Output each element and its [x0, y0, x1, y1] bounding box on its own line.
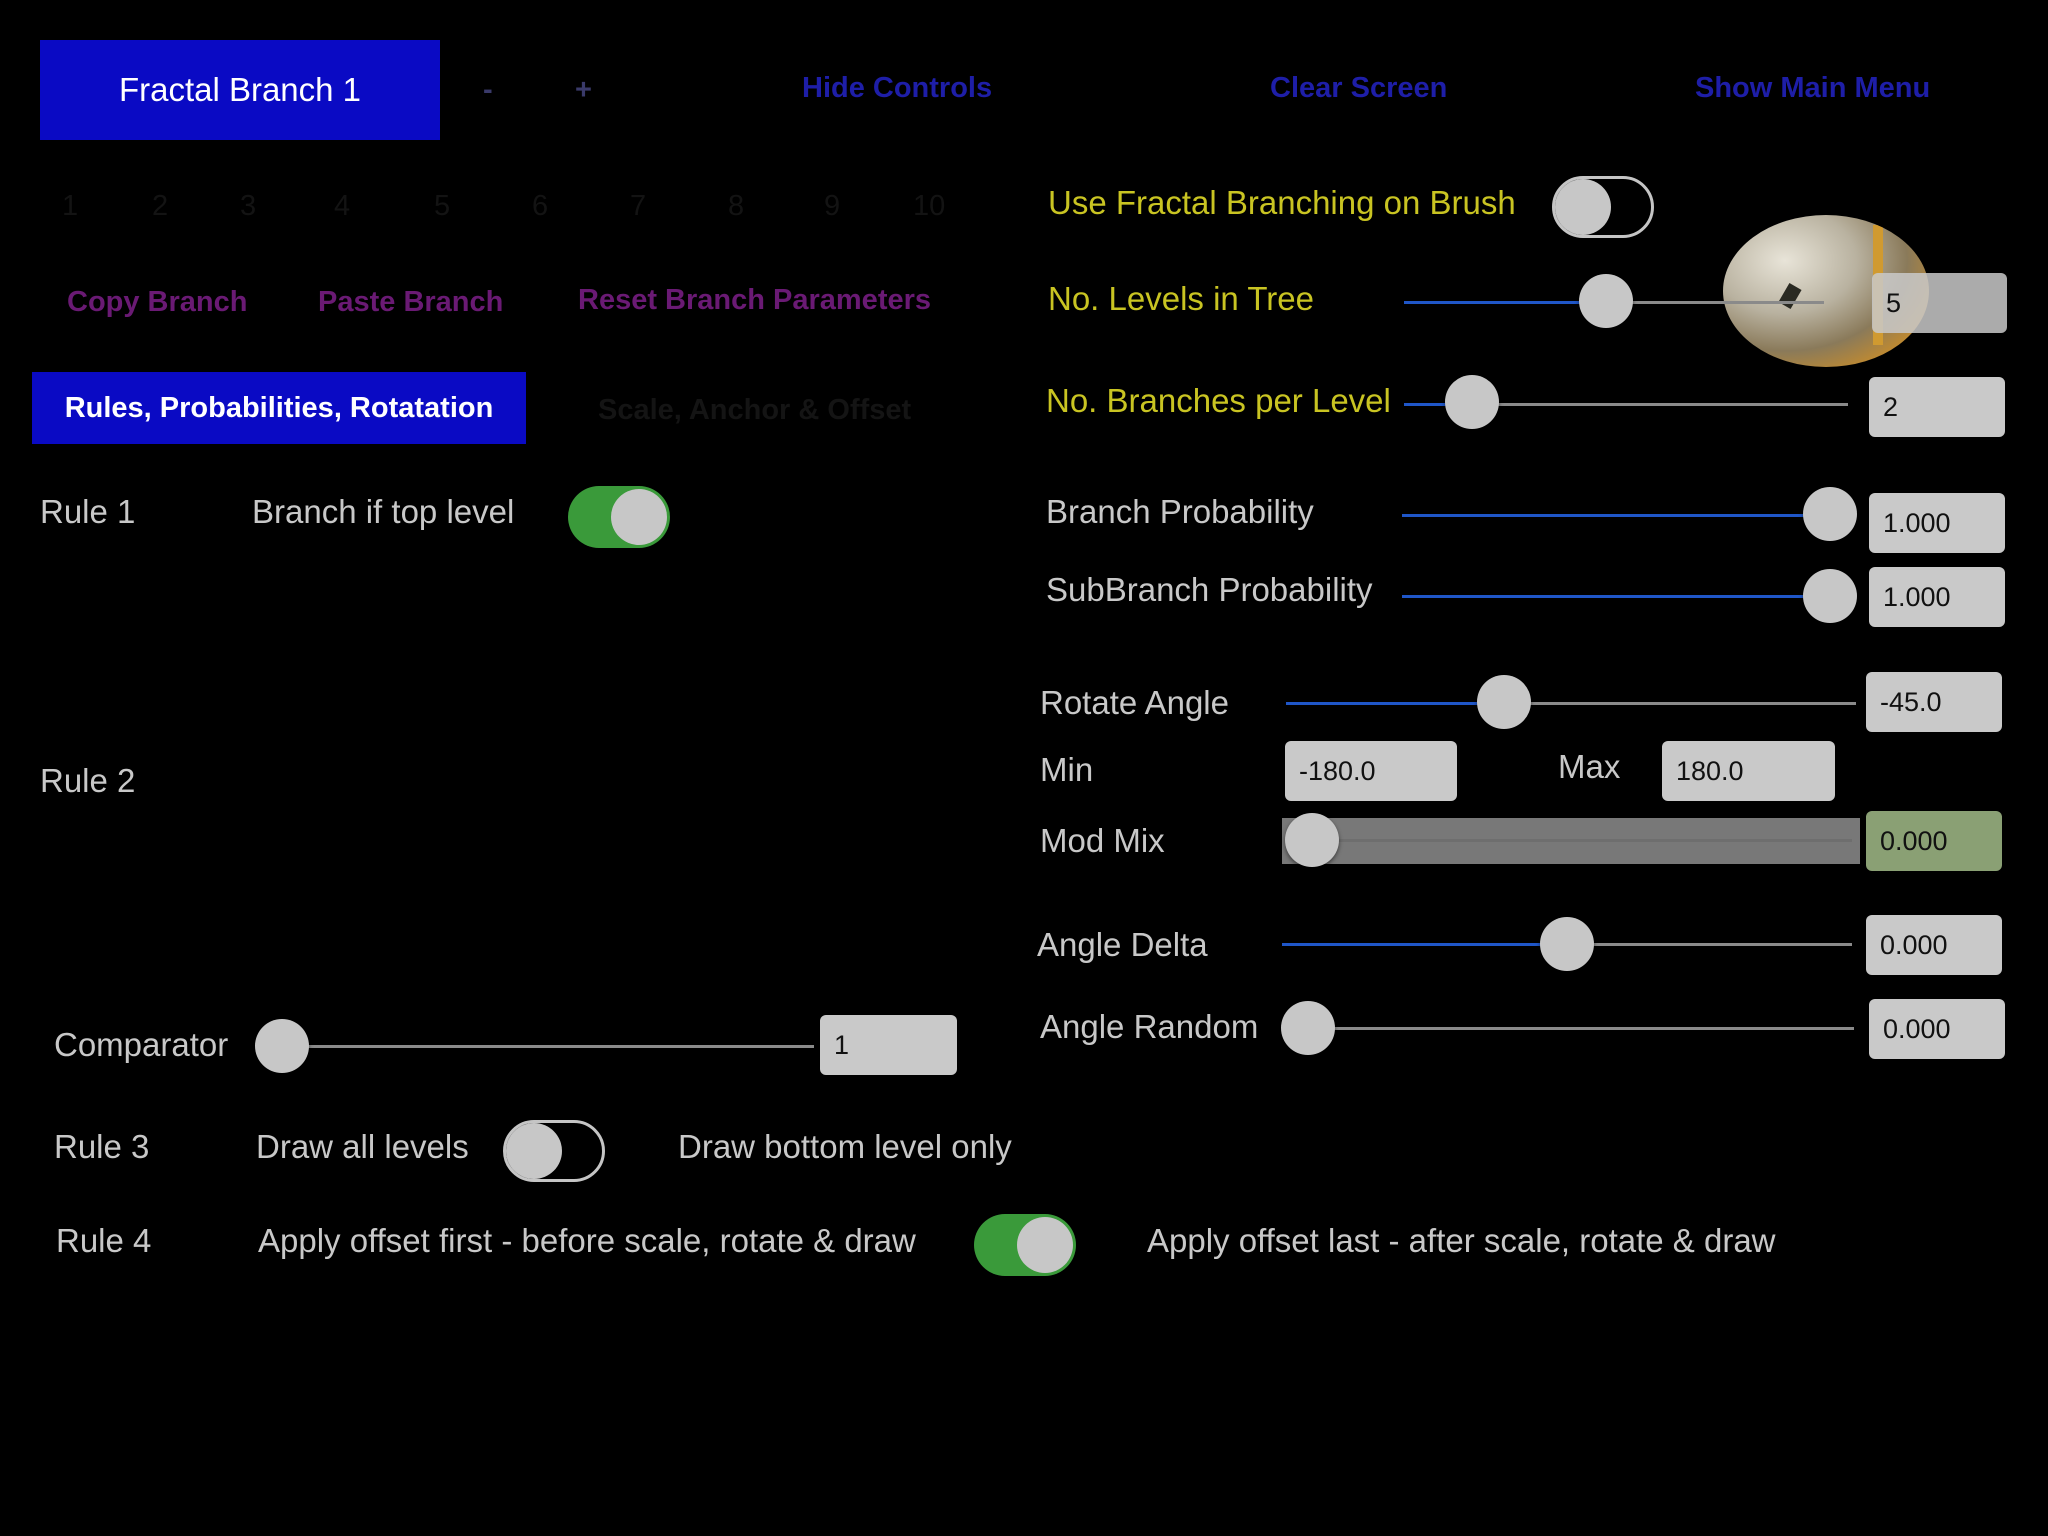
comparator-slider-thumb[interactable]: [255, 1019, 309, 1073]
branches-label: No. Branches per Level: [1046, 382, 1391, 419]
rule2-label: Rule 2: [40, 762, 136, 799]
comparator-label: Comparator: [54, 1026, 229, 1063]
rule4-label: Rule 4: [56, 1222, 152, 1259]
comparator-field[interactable]: 1: [820, 1015, 957, 1075]
rule4-left-text: Apply offset first - before scale, rotate & draw: [258, 1222, 916, 1259]
hide-controls-link[interactable]: Hide Controls: [802, 72, 993, 104]
levels-label: No. Levels in Tree: [1048, 280, 1314, 317]
show-main-menu-link[interactable]: Show Main Menu: [1695, 72, 1931, 104]
use-fractal-toggle[interactable]: [1552, 176, 1654, 238]
branch-probability-slider[interactable]: [1402, 514, 1830, 517]
branch-number-9[interactable]: 9: [824, 190, 841, 222]
rule1-toggle[interactable]: [568, 486, 670, 548]
subbranch-probability-slider-thumb[interactable]: [1803, 569, 1857, 623]
rule3-left-text: Draw all levels: [256, 1128, 469, 1165]
reset-branch-parameters-link[interactable]: Reset Branch Parameters: [578, 284, 932, 316]
branch-number-1[interactable]: 1: [62, 190, 79, 222]
copy-branch-link[interactable]: Copy Branch: [67, 286, 248, 318]
branch-number-6[interactable]: 6: [532, 190, 549, 222]
paste-branch-link[interactable]: Paste Branch: [318, 286, 504, 318]
angle-delta-field[interactable]: 0.000: [1866, 915, 2002, 975]
branch-number-4[interactable]: 4: [334, 190, 351, 222]
mod-mix-field[interactable]: 0.000: [1866, 811, 2002, 871]
branch-number-8[interactable]: 8: [728, 190, 745, 222]
subbranch-probability-label: SubBranch Probability: [1046, 571, 1373, 608]
levels-field[interactable]: 5: [1872, 273, 2007, 333]
max-label: Max: [1558, 748, 1621, 785]
rule3-right-text: Draw bottom level only: [678, 1128, 1012, 1165]
branch-number-7[interactable]: 7: [630, 190, 647, 222]
rule4-toggle[interactable]: [974, 1214, 1076, 1276]
angle-random-label: Angle Random: [1040, 1008, 1259, 1045]
subbranch-probability-slider[interactable]: [1402, 595, 1830, 598]
rotate-angle-slider[interactable]: [1286, 702, 1856, 705]
branches-field[interactable]: 2: [1869, 377, 2005, 437]
clear-screen-link[interactable]: Clear Screen: [1270, 72, 1448, 104]
angle-random-slider-thumb[interactable]: [1281, 1001, 1335, 1055]
use-fractal-label: Use Fractal Branching on Brush: [1048, 184, 1516, 221]
min-label: Min: [1040, 751, 1094, 788]
rule3-label: Rule 3: [54, 1128, 150, 1165]
rotate-angle-field[interactable]: -45.0: [1866, 672, 2002, 732]
rule4-right-text: Apply offset last - after scale, rotate & draw: [1147, 1222, 1776, 1259]
fractal-branch-button[interactable]: Fractal Branch 1: [40, 40, 440, 140]
angle-random-field[interactable]: 0.000: [1869, 999, 2005, 1059]
rule1-label: Rule 1: [40, 493, 136, 530]
branch-number-3[interactable]: 3: [240, 190, 257, 222]
rule3-toggle[interactable]: [503, 1120, 605, 1182]
angle-random-slider[interactable]: [1282, 1027, 1854, 1030]
min-field[interactable]: -180.0: [1285, 741, 1457, 801]
rotate-angle-slider-thumb[interactable]: [1477, 675, 1531, 729]
tab-scale-anchor-offset[interactable]: Scale, Anchor & Offset: [598, 394, 912, 426]
minus-button[interactable]: -: [483, 74, 493, 106]
plus-button[interactable]: +: [575, 74, 592, 106]
branches-slider-thumb[interactable]: [1445, 375, 1499, 429]
max-field[interactable]: 180.0: [1662, 741, 1835, 801]
branch-number-5[interactable]: 5: [434, 190, 451, 222]
rule1-text: Branch if top level: [252, 493, 515, 530]
comparator-slider[interactable]: [282, 1045, 814, 1048]
branch-number-2[interactable]: 2: [152, 190, 169, 222]
angle-delta-slider-thumb[interactable]: [1540, 917, 1594, 971]
levels-slider-thumb[interactable]: [1579, 274, 1633, 328]
rotate-angle-label: Rotate Angle: [1040, 684, 1229, 721]
branch-probability-label: Branch Probability: [1046, 493, 1314, 530]
mod-mix-slider-thumb[interactable]: [1285, 813, 1339, 867]
branch-probability-slider-thumb[interactable]: [1803, 487, 1857, 541]
mod-mix-slider[interactable]: [1282, 818, 1860, 864]
subbranch-probability-field[interactable]: 1.000: [1869, 567, 2005, 627]
branch-number-10[interactable]: 10: [913, 190, 946, 222]
angle-delta-label: Angle Delta: [1037, 926, 1208, 963]
mod-mix-label: Mod Mix: [1040, 822, 1165, 859]
tab-rules-probabilities-rotation[interactable]: Rules, Probabilities, Rotatation: [32, 372, 526, 444]
branch-probability-field[interactable]: 1.000: [1869, 493, 2005, 553]
